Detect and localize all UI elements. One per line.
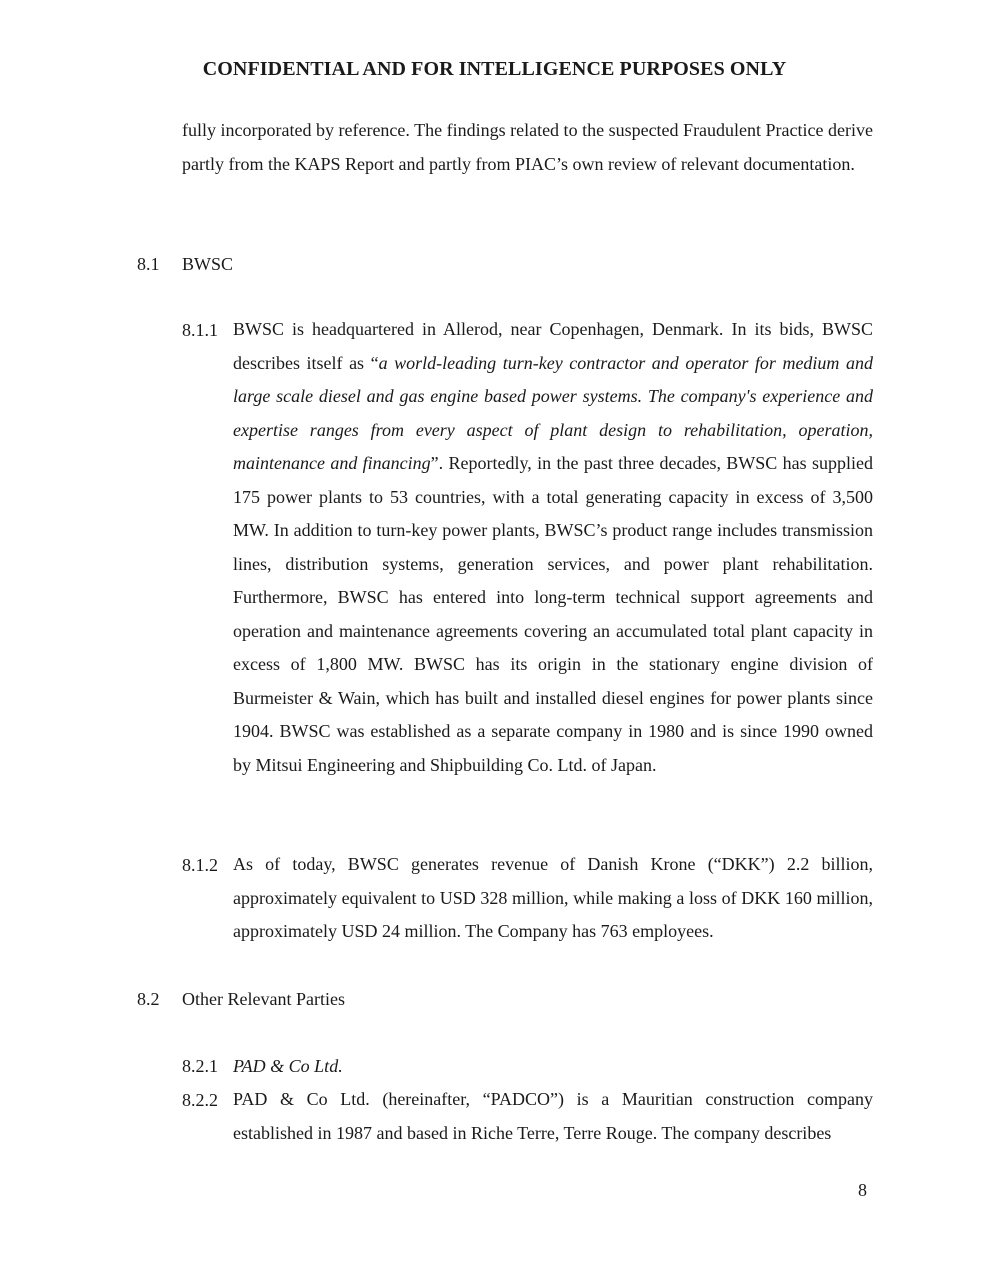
- confidentiality-header: CONFIDENTIAL AND FOR INTELLIGENCE PURPOSES ONLY: [202, 58, 787, 80]
- paragraph-8-1-1-lead: BWSC is headquartered in Allerod, near Copenhagen, Denmark. In its bids, BWSC describes itself as “: [233, 319, 873, 373]
- paragraph-8-2-2-number: 8.2.2: [182, 1090, 218, 1110]
- intro-paragraph: fully incorporated by reference. The findings related to the suspected Fraudulent Practice derive partly from the KAPS Report and partly from PIAC’s own review of relevant documentation.: [182, 120, 873, 174]
- section-8-1-title: BWSC: [182, 254, 234, 274]
- page-number: 8: [858, 1180, 867, 1200]
- section-8-2-number: 8.2: [137, 989, 160, 1009]
- section-8-2-title: Other Relevant Parties: [182, 989, 345, 1009]
- paragraph-8-2-1-title: PAD & Co Ltd.: [233, 1056, 343, 1076]
- paragraph-8-2-1-number: 8.2.1: [182, 1056, 218, 1076]
- paragraph-8-1-1-quote: a world-leading turn-key contractor and operator for medium and large scale diesel and gas engine based power systems. The company's experience and expertise ranges from every aspect of plant design to rehabilitation, operation, maintenance and financing: [233, 352, 873, 473]
- paragraph-8-1-2: As of today, BWSC generates revenue of Danish Krone (“DKK”) 2.2 billion, approximately equivalent to USD 328 million, while making a loss of DKK 160 million, approximately USD 24 million. The Company has 763 employees.: [233, 854, 873, 941]
- paragraph-8-1-1-number: 8.1.1: [182, 320, 218, 340]
- paragraph-8-1-1: [233, 313, 873, 782]
- section-8-1-number: 8.1: [137, 254, 160, 274]
- paragraph-8-1-1-rest: ”. Reportedly, in the past three decades, BWSC has supplied 175 power plants to 53 countries, with a total generating capacity in excess of 3,500 MW. In addition to turn-key power plants, BWSC’s product range includes transmission lines, distribution systems, generation services, and power plant rehabilitation. Furthermore, BWSC has entered into long-term technical support agreements and operation and maintenance agreements covering an accumulated total plant capacity in excess of 1,800 MW. BWSC has its origin in the stationary engine division of Burmeister & Wain, which has built and installed diesel engines for power plants since 1904. BWSC was established as a separate company in 1980 and is since 1990 owned by Mitsui Engineering and Shipbuilding Co. Ltd. of Japan.: [233, 453, 873, 775]
- paragraph-8-2-2: PAD & Co Ltd. (hereinafter, “PADCO”) is a Mauritian construction company established in 1987 and based in Riche Terre, Terre Rouge. The company describes: [233, 1089, 873, 1143]
- paragraph-8-1-2-number: 8.1.2: [182, 855, 218, 875]
